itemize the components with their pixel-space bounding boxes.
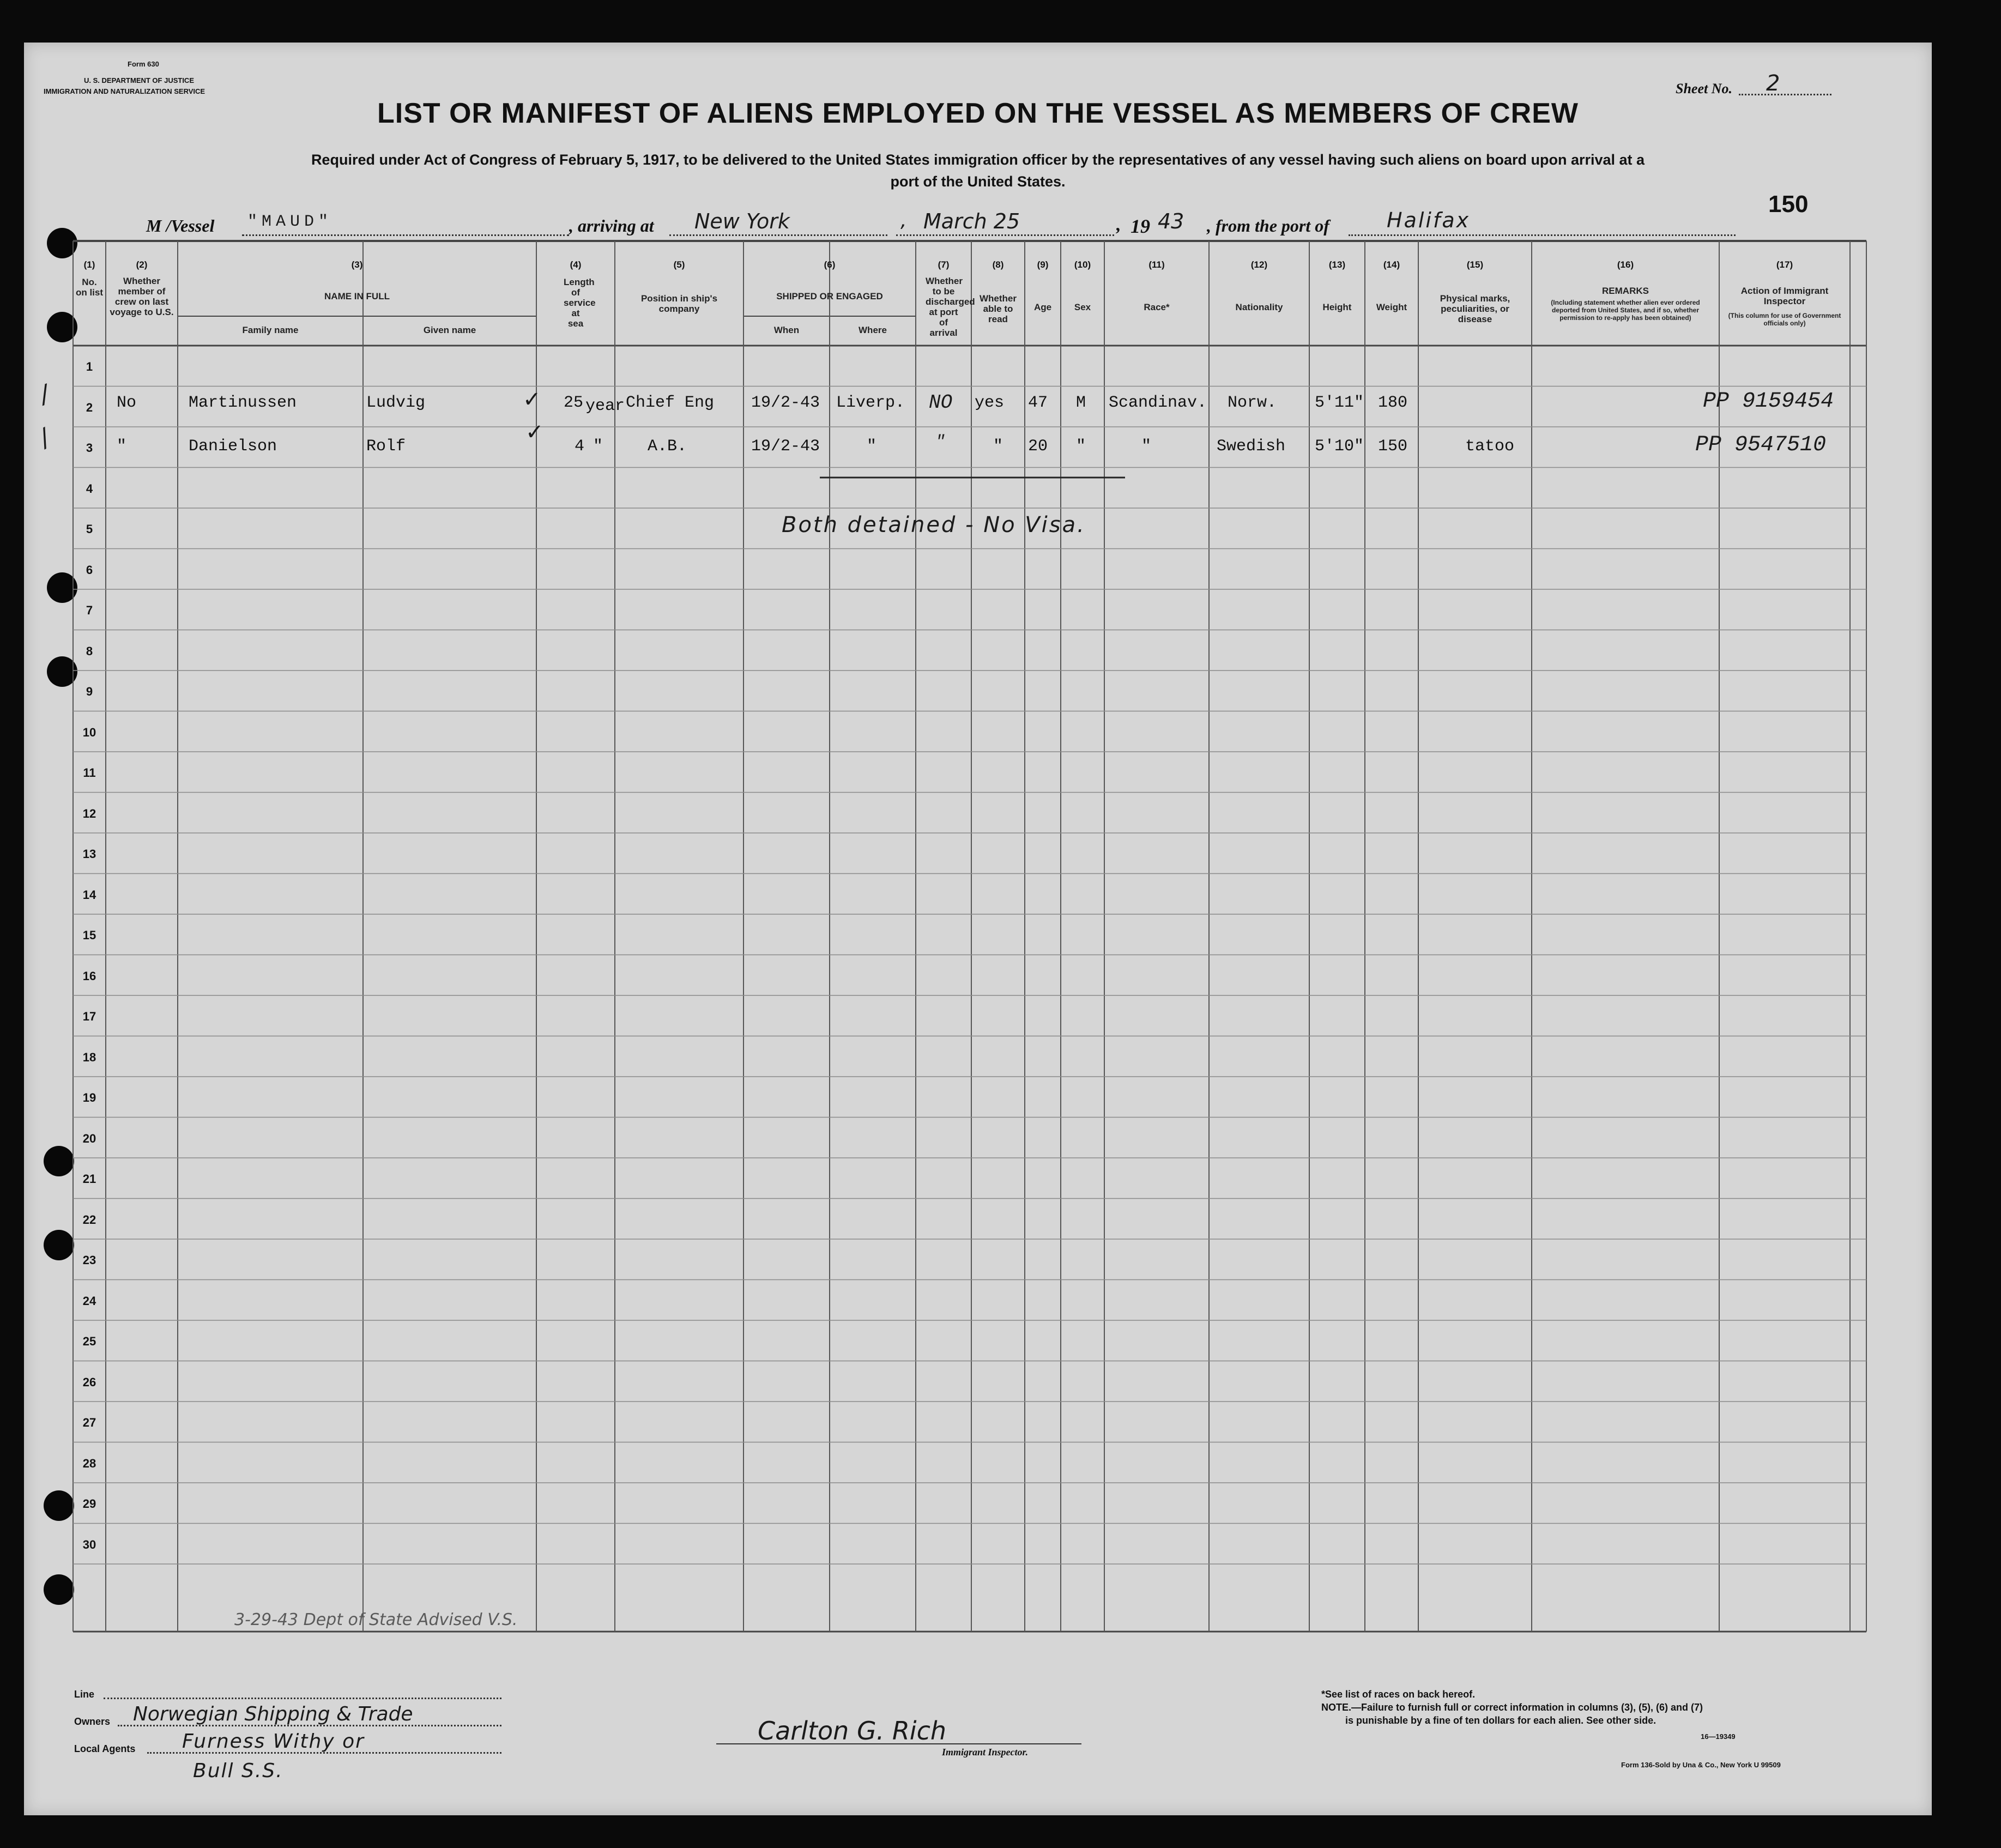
col15-header: Physical marks, peculiarities, or disease xyxy=(1440,293,1510,324)
col17-note: (This column for use of Government officials only) xyxy=(1728,312,1841,327)
col3-family: Family name xyxy=(242,325,299,335)
row2-read: " xyxy=(993,437,1003,456)
col11-header: Race* xyxy=(1144,302,1170,312)
row1-service-unit: year xyxy=(585,397,625,415)
col10-number: (10) xyxy=(1074,259,1091,270)
col7-header: Whether to be discharged at port of arrival xyxy=(926,276,975,338)
col3-header: NAME IN FULL xyxy=(324,291,390,301)
line-label: Line xyxy=(74,1689,95,1700)
col6-where: Where xyxy=(859,325,887,335)
row-number: 4 xyxy=(86,481,93,496)
year-suffix: 43 xyxy=(1158,209,1184,233)
row2-age: 20 xyxy=(1028,437,1048,456)
col13-number: (13) xyxy=(1328,259,1346,270)
row1-action: PP 9159454 xyxy=(1703,389,1834,414)
col14-header: Weight xyxy=(1376,302,1407,312)
row-number: 25 xyxy=(82,1334,96,1348)
races-note: *See list of races on back hereof. xyxy=(1321,1689,1476,1700)
page-title: LIST OR MANIFEST OF ALIENS EMPLOYED ON THE VESSEL AS MEMBERS OF CREW xyxy=(377,98,1579,129)
note-line-1: NOTE.—Failure to furnish full or correct information in columns (3), (5), (6) and (7) xyxy=(1321,1702,1703,1713)
col4-header: Length of service at sea xyxy=(564,277,596,329)
row2-family-name: Danielson xyxy=(189,437,277,456)
arrival-port: New York xyxy=(694,209,790,233)
row-number: 30 xyxy=(82,1537,96,1551)
col2-number: (2) xyxy=(136,259,148,270)
col7-number: (7) xyxy=(938,259,950,270)
detained-note: Both detained - No Visa. xyxy=(782,512,1086,538)
year-prefix: 19 xyxy=(1131,215,1150,237)
row1-last-voyage: No xyxy=(117,394,137,412)
vessel-label: M /Vessel xyxy=(146,216,215,235)
row2-position: A.B. xyxy=(648,437,687,456)
arriving-label: , arriving at xyxy=(569,216,654,235)
col9-number: (9) xyxy=(1037,259,1049,270)
vessel-name: "MAUD" xyxy=(247,213,333,231)
manifest-sheet: Form 630 U. S. DEPARTMENT OF JUSTICE IMMIGRATION AND NATURALIZATION SERVICE Sheet No. 2 LIST OR MANIFEST OF ALIENS EMPLOYED ON THE VESSEL AS MEMBERS OF CREW Required under Act of Congress of February 5, 1917, to be delivered to the United States immigration officer by the representatives of any vessel having such aliens on board upon arrival at a port of the United States. 150 M /Vessel "MAUD" , arriving at New York , March 25 , 19 43 , from the port of Halifax (1) (2) (3) (4) (5) (6) (7) (8) (9) (10) (11) (12) (13) (14) (15) (16) (17) No. on list Whether member of crew on last voyage to U.S. NAME IN FULL Family name Given name Length of service at sea Position in ship's company SHIPPED OR ENGAGED When Where Whether to be discharged at port of arrival Whether able to read Age Sex Race* Nationality Height Weight Physical marks, peculiarities, or disease REMARKS (Including statement whether alien ever ordered deported from United States, and if so, whether permission to re-apply has been obtained) Action of Immigrant Inspector (This column for use of Government officials only) 1 2 3 4 5 6 7 8 9 10 11 12 13 14 15 16 17 18 19 20 21 22 23 24 25 26 27 28 29 30 No Martinussen Ludvig 25 year Chief Eng 19/2-43 Liverp. NO yes 47 M Scandinav. Norw. 5'11" 180 PP 9159454 " Danielson Rolf 4 " A.B. 19/2-43 " " " 20 " " Swedish 5'10" 150 tatoo PP 9547510 ✓ ✓ / / Both detained - No Visa. 3-29-43 Dept of State Advised V.S. Line Owners Norwegian Shipping & Trade Local Agents Furness Withy or Bull S.S. Carlton G. Rich Immigrant Inspector. *See list of races on back hereof. NOTE.—Failure to furnish full or correct information in columns (3), (5), (6) and (7) is punishable by a fine of ten dollars for each alien. See other side. 16—19349 Form 136-Sold by Una & Co., New York U 99509 xyxy=(24,43,1932,1815)
row-number: 9 xyxy=(86,685,93,698)
row1-height: 5'11" xyxy=(1315,394,1364,412)
col13-header: Height xyxy=(1322,302,1352,312)
stamp-number: 150 xyxy=(1768,191,1809,218)
col6-when: When xyxy=(773,325,800,335)
row-number: 21 xyxy=(82,1172,96,1186)
from-label: , from the port of xyxy=(1207,216,1329,235)
row-number: 28 xyxy=(82,1456,96,1470)
sheet-value: 2 xyxy=(1766,71,1780,96)
col12-header: Nationality xyxy=(1235,302,1283,312)
col5-number: (5) xyxy=(673,259,685,270)
col15-number: (15) xyxy=(1466,259,1484,270)
col12-number: (12) xyxy=(1250,259,1268,270)
row-number: 10 xyxy=(82,725,96,739)
col17-number: (17) xyxy=(1776,259,1793,270)
row-number: 15 xyxy=(82,928,96,942)
col16-note: (Including statement whether alien ever ordered deported from United States, and if so, whether permission to re-apply has been obtained) xyxy=(1551,299,1700,322)
owners-label: Owners xyxy=(74,1716,111,1727)
row2-service-unit: " xyxy=(593,437,603,456)
col5-header: Position in ship's company xyxy=(640,293,718,314)
row2-last-voyage: " xyxy=(117,437,127,456)
row1-when: 19/2-43 xyxy=(751,394,820,412)
col9-header: Age xyxy=(1033,302,1052,312)
margin-note: 3-29-43 Dept of State Advised V.S. xyxy=(234,1610,518,1629)
check-mark: ✓ xyxy=(523,387,541,412)
agents-value: Furness Withy or xyxy=(182,1730,365,1753)
col3-given: Given name xyxy=(423,325,476,335)
inspector-signature: Carlton G. Rich xyxy=(758,1716,947,1746)
row1-sex: M xyxy=(1076,394,1086,412)
col16-header: REMARKS xyxy=(1602,286,1649,296)
arrival-date: March 25 xyxy=(923,209,1020,233)
row1-age: 47 xyxy=(1028,394,1048,412)
col14-number: (14) xyxy=(1383,259,1400,270)
row-number: 26 xyxy=(82,1375,96,1389)
row1-service: 25 xyxy=(564,394,584,412)
check-mark: / xyxy=(35,380,53,409)
col2-header: Whether member of crew on last voyage to U.S. xyxy=(110,276,174,317)
col17-header: Action of Immigrant Inspector xyxy=(1740,286,1829,306)
row-number: 22 xyxy=(82,1212,96,1227)
sheet-label: Sheet No. xyxy=(1676,81,1732,96)
row2-race: " xyxy=(1141,437,1152,456)
row-number: 14 xyxy=(82,887,96,902)
row-number: 6 xyxy=(86,563,93,577)
subtitle-2: port of the United States. xyxy=(890,173,1066,190)
row1-weight: 180 xyxy=(1378,394,1408,412)
col6-number: (6) xyxy=(824,259,836,270)
row-number: 29 xyxy=(82,1497,96,1511)
row-number: 12 xyxy=(82,806,96,820)
row1-given-name: Ludvig xyxy=(366,394,426,412)
row-number: 1 xyxy=(86,360,93,373)
row-number: 11 xyxy=(83,766,96,780)
form-number: Form 630 xyxy=(128,60,159,68)
printer-line: Form 136-Sold by Una & Co., New York U 99509 xyxy=(1621,1761,1781,1769)
col1-number: (1) xyxy=(83,259,95,270)
row2-marks: tatoo xyxy=(1465,437,1515,456)
check-mark: / xyxy=(34,424,55,452)
service: IMMIGRATION AND NATURALIZATION SERVICE xyxy=(44,87,205,95)
row1-race: Scandinav. xyxy=(1109,394,1207,412)
row2-given-name: Rolf xyxy=(366,437,406,456)
row2-height: 5'10" xyxy=(1315,437,1364,456)
row2-weight: 150 xyxy=(1378,437,1408,456)
department: U. S. DEPARTMENT OF JUSTICE xyxy=(84,76,194,84)
col8-number: (8) xyxy=(992,259,1004,270)
form-code: 16—19349 xyxy=(1701,1732,1736,1741)
row-number: 5 xyxy=(86,522,93,536)
row-number: 27 xyxy=(82,1416,96,1429)
col6-header: SHIPPED OR ENGAGED xyxy=(776,291,883,301)
row2-action: PP 9547510 xyxy=(1695,433,1827,457)
row-number: 16 xyxy=(82,969,96,983)
col16-number: (16) xyxy=(1617,259,1634,270)
agents-value-2: Bull S.S. xyxy=(193,1760,283,1782)
inspector-label: Immigrant Inspector. xyxy=(942,1747,1029,1758)
col8-header: Whether able to read xyxy=(980,293,1017,324)
row1-discharged: NO xyxy=(929,391,953,414)
row1-where: Liverp. xyxy=(836,394,905,412)
row-number: 7 xyxy=(86,603,93,617)
row2-where: " xyxy=(867,437,877,456)
row-number: 20 xyxy=(82,1131,96,1145)
row-number: 8 xyxy=(86,644,93,658)
note-line-2: is punishable by a fine of ten dollars for each alien. See other side. xyxy=(1345,1715,1657,1726)
row-number: 2 xyxy=(86,400,93,414)
row-number: 13 xyxy=(82,847,96,861)
row-number: 18 xyxy=(82,1050,96,1064)
col1-header: No. on list xyxy=(75,277,104,298)
row1-read: yes xyxy=(975,394,1005,412)
row1-nationality: Norw. xyxy=(1228,394,1277,412)
line-fill xyxy=(104,1698,501,1699)
owners-value: Norwegian Shipping & Trade xyxy=(133,1703,413,1725)
row-number: 23 xyxy=(82,1253,96,1267)
row2-service: 4 xyxy=(575,437,585,456)
check-mark: ✓ xyxy=(525,420,544,445)
col10-header: Sex xyxy=(1074,302,1091,312)
agents-label: Local Agents xyxy=(74,1743,136,1754)
from-port: Halifax xyxy=(1387,208,1471,232)
row-number: 3 xyxy=(86,441,93,455)
row-number: 24 xyxy=(82,1294,96,1308)
row1-family-name: Martinussen xyxy=(189,394,297,412)
col11-number: (11) xyxy=(1148,259,1165,270)
row-number: 19 xyxy=(82,1091,96,1104)
row2-nationality: Swedish xyxy=(1217,437,1286,456)
subtitle-1: Required under Act of Congress of February 5, 1917, to be delivered to the United States immigration officer by the representatives of any vessel having such aliens on board upon arrival at a xyxy=(311,152,1645,168)
row2-discharged: " xyxy=(935,433,946,451)
row1-position: Chief Eng xyxy=(626,394,715,412)
col3-number: (3) xyxy=(351,259,363,270)
col4-number: (4) xyxy=(570,259,582,270)
row2-when: 19/2-43 xyxy=(751,437,820,456)
row-number: 17 xyxy=(82,1010,96,1023)
row2-sex: " xyxy=(1076,437,1086,456)
